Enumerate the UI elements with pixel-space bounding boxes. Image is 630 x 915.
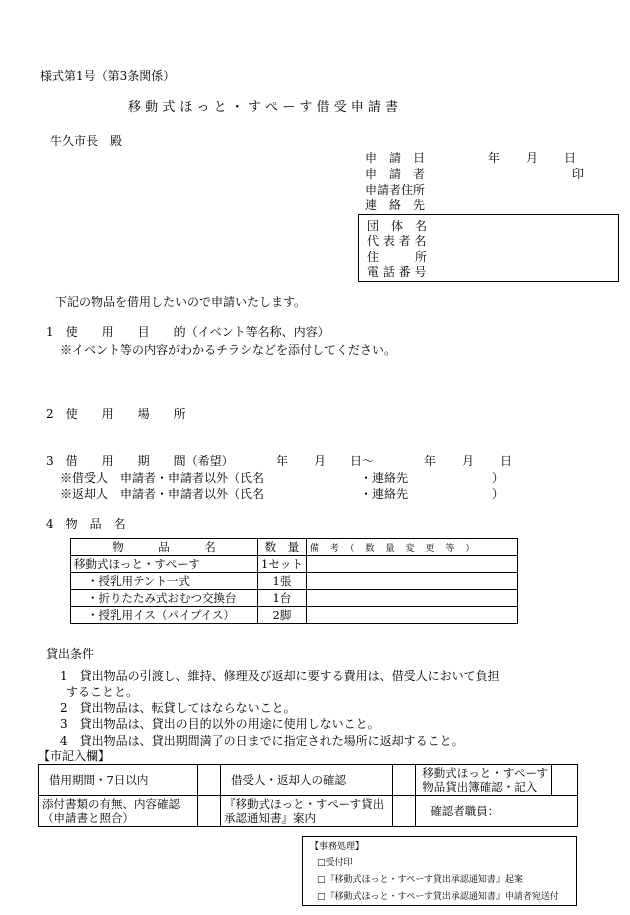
office-item-draft: □『移動式ほっと・すぺーす貸出承認通知書』起案 [317, 875, 523, 885]
header-item: 物 品 名 [71, 539, 258, 556]
phone-label: 電 話 番 号 [367, 265, 427, 279]
box-address-label: 住 所 [367, 250, 428, 264]
table-row [71, 556, 518, 573]
check-documents [39, 796, 198, 827]
check-documents-line1: 添付書類の有無、内容確認 [42, 797, 180, 811]
condition-item: 4 貸出物品は、貸出期間満了の日までに指定された場所に返却すること。 [60, 734, 464, 748]
period-day-from: 日〜 [350, 454, 375, 468]
section3-heading: 3 借 用 期 間（希望） [46, 454, 234, 468]
section1-note: ※イベント等の内容がわかるチラシなどを添付してください。 [60, 343, 397, 357]
check-notice [220, 796, 392, 827]
office-item-send: □『移動式ほっと・すぺーす貸出承認通知書』申請者宛送付 [317, 892, 559, 902]
item-notes[interactable] [306, 607, 517, 624]
addressee: 牛久市長 殿 [50, 134, 123, 148]
contact-box [358, 214, 619, 282]
item-qty: 1台 [258, 590, 307, 607]
city-row [39, 796, 578, 827]
office-processing-box [302, 836, 577, 906]
date-year: 年 [488, 151, 501, 165]
city-section-heading: 【市記入欄】 [38, 749, 111, 763]
borrower-contact: ・連絡先 [360, 471, 409, 485]
date-label: 申 請 日 [365, 151, 426, 165]
table-row [71, 590, 518, 607]
section2-heading: 2 使 用 場 所 [46, 407, 186, 421]
representative-label: 代 表 者 名 [367, 234, 427, 248]
period-day2: 日 [500, 454, 513, 468]
check-documents-line2: （申請書と照合） [42, 811, 134, 825]
item-name: 移動式ほっと・すぺーす [71, 556, 258, 573]
date-month: 月 [526, 151, 539, 165]
section4-heading: 4 物 品 名 [46, 517, 126, 531]
check-box-period[interactable] [197, 765, 220, 796]
item-notes[interactable] [306, 573, 517, 590]
period-year2: 年 [424, 454, 437, 468]
office-heading: 【事務処理】 [310, 842, 365, 852]
condition-item: 2 貸出物品は、転貸してはならないこと。 [60, 701, 296, 715]
intro-text: 下記の物品を借用したいので申請いたします。 [55, 295, 307, 309]
form-number: 様式第1号（第3条関係） [40, 69, 176, 83]
header-qty: 数 量 [258, 539, 307, 556]
item-qty: 1セット [258, 556, 307, 573]
item-notes[interactable] [306, 590, 517, 607]
check-ledger-line2: 物品貸出簿確認・記入 [422, 780, 538, 794]
address-label: 申請者住所 [365, 183, 426, 197]
contact-label: 連 絡 先 [365, 198, 426, 212]
check-period: 借用期間・7日以内 [39, 765, 198, 796]
check-box-notice[interactable] [393, 796, 416, 827]
item-notes[interactable] [306, 556, 517, 573]
city-row [39, 765, 578, 796]
document-title: 移 動 式 ほ っ と ・ す ぺ ー す 借 受 申 請 書 [128, 100, 398, 115]
check-notice-line1: 『移動式ほっと・すぺーす貸出 [223, 797, 385, 811]
section1-heading: 1 使 用 目 的（イベント等名称、内容） [46, 325, 330, 339]
item-name: ・折りたたみ式おむつ交換台 [71, 590, 258, 607]
conditions-heading: 貸出条件 [46, 647, 95, 661]
returner-contact: ・連絡先 [360, 487, 409, 501]
check-box-borrower[interactable] [393, 765, 416, 796]
table-header-row [71, 539, 518, 556]
item-name: ・授乳用イス（パイプイス） [71, 607, 258, 624]
seal-mark: 印 [572, 167, 585, 181]
check-notice-line2: 承認通知書』案内 [223, 811, 316, 825]
period-year: 年 [276, 454, 289, 468]
item-name: ・授乳用テント一式 [71, 573, 258, 590]
applicant-label: 申 請 者 [365, 167, 426, 181]
table-row [71, 573, 518, 590]
check-box-ledger[interactable] [551, 765, 577, 796]
returner-paren: ） [492, 487, 505, 501]
borrower-paren: ） [492, 471, 505, 485]
date-day: 日 [564, 151, 577, 165]
condition-item: 3 貸出物品は、貸出の目的以外の用途に使用しないこと。 [60, 717, 380, 731]
period-month2: 月 [462, 454, 475, 468]
check-box-documents[interactable] [197, 796, 220, 827]
check-borrower: 借受人・返却人の確認 [220, 765, 392, 796]
check-ledger [416, 765, 552, 796]
item-qty: 1張 [258, 573, 307, 590]
condition-item: することと。 [66, 685, 139, 699]
condition-item: 1 貸出物品の引渡し、維持、修理及び返却に要する費用は、借受人において負担 [60, 669, 500, 683]
table-row [71, 607, 518, 624]
office-item-receipt: □受付印 [317, 858, 353, 868]
group-name-label: 団 体 名 [367, 219, 428, 233]
borrower-line: ※借受人 申請者・申請者以外（氏名 [60, 471, 265, 485]
check-ledger-line1: 移動式ほっと・すぺーす [422, 766, 548, 780]
item-qty: 2脚 [258, 607, 307, 624]
returner-line: ※返却人 申請者・申請者以外（氏名 [60, 487, 265, 501]
items-table [70, 538, 518, 624]
period-month: 月 [314, 454, 327, 468]
checker-staff: 確認者職員： [416, 796, 578, 827]
city-check-table [38, 764, 578, 827]
header-notes: 備 考 （ 数 量 変 更 等 ） [306, 539, 517, 556]
